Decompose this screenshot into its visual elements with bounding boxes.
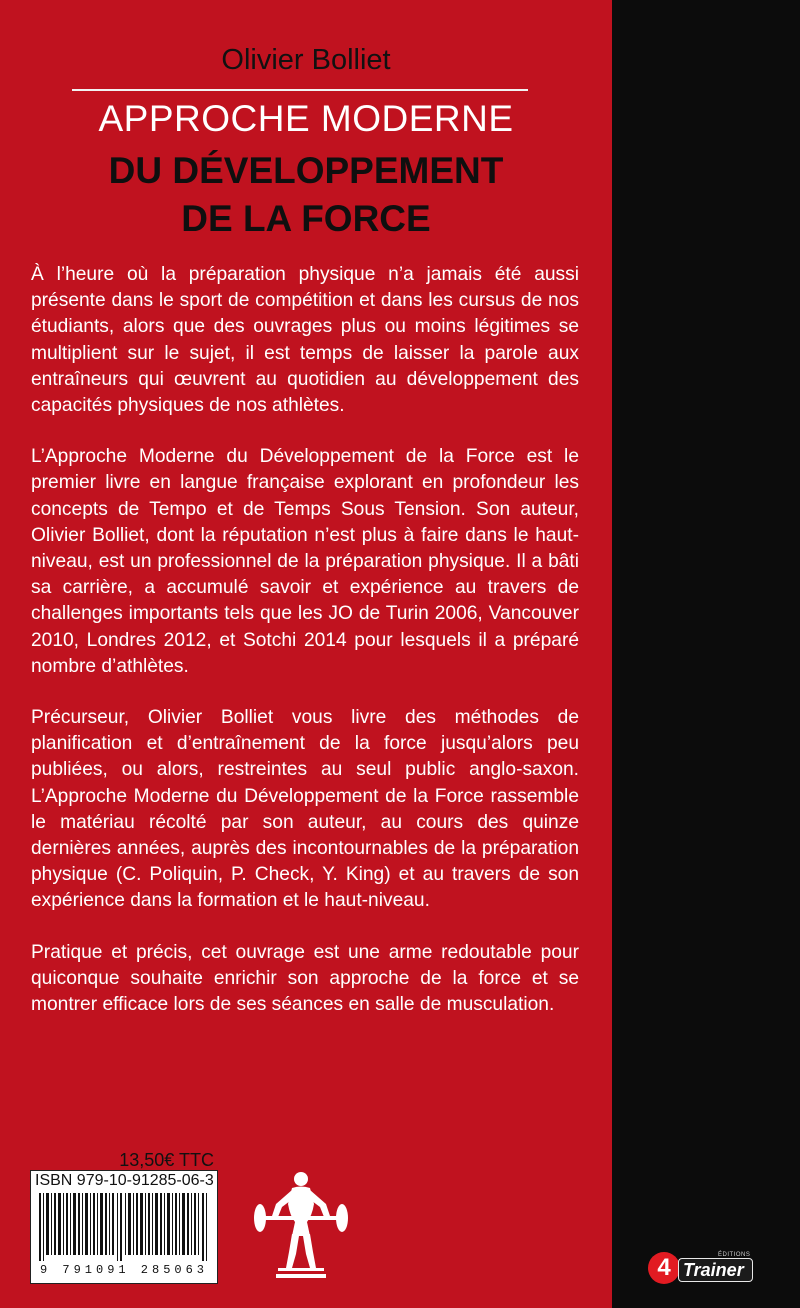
title-line-2: DU DÉVELOPPEMENT	[108, 150, 504, 191]
barcode-block	[30, 1170, 218, 1284]
weightlifter-icon	[252, 1170, 350, 1282]
publisher-logo-number: 4	[648, 1252, 680, 1284]
spine	[612, 0, 800, 1308]
publisher-logo-name: Trainer	[678, 1258, 753, 1282]
blurb-paragraph: À l’heure où la préparation physique n’a jamais été aussi présente dans le sport de compétition et dans les cursus de nos étudiants, alors que des ouvrages plus ou moins légitimes se multiplient sur le sujet, il est temps de laisser la parole aux entraîneurs qui œuvrent au quotidien au développement des capacités physiques de nos athlètes.	[31, 264, 579, 417]
price-label: 13,50€ TTC	[119, 1150, 214, 1170]
publisher-logo-small: ÉDITIONS	[718, 1252, 751, 1258]
blurb-paragraph: Précurseur, Olivier Bolliet vous livre des méthodes de planification et d’entraînement de la force jusqu’alors peu publiées, ou alors, restreintes au seul public anglo-saxon. L’Approche Moderne du Développement de la Force rassemble le matériau récolté par son auteur, au cours des quinze dernières années, auprès des incontournables de la préparation physique (C. Poliquin, P. Check, Y. King) et au travers de son expérience dans la formation et le haut-niveau.	[31, 707, 579, 912]
barcode-digits: 9 791091 285063	[39, 1263, 209, 1277]
blurb-paragraph: Pratique et précis, cet ouvrage est une arme redoutable pour quiconque souhaite enrichir son approche de la force et se montrer efficace lors de ses séances en salle de musculation.	[31, 941, 579, 1016]
publisher-logo	[648, 1252, 766, 1284]
blurb	[31, 262, 579, 1043]
title-divider	[72, 89, 528, 91]
isbn-label: ISBN 979-10-91285-06-3	[35, 1172, 214, 1189]
blurb-paragraph: L’Approche Moderne du Développement de la Force est le premier livre en langue française explorant en profondeur les concepts de Tempo et de Temps Sous Tension. Son auteur, Olivier Bolliet, dont la réputation n’est plus à faire dans le haut-niveau, est un professionnel de la préparation physique. Il a bâti sa carrière, a accumulé savoir et expérience au travers de challenges importants tels que les JO de Turin 2006, Vancouver 2010, Londres 2012, et Sotchi 2014 pour lesquels il a préparé nombre d’athlètes.	[31, 446, 579, 677]
title-line-1: APPROCHE MODERNE	[98, 98, 514, 139]
barcode-icon	[37, 1193, 211, 1261]
author-name: Olivier Bolliet	[221, 44, 391, 76]
title-line-3: DE LA FORCE	[181, 198, 431, 239]
